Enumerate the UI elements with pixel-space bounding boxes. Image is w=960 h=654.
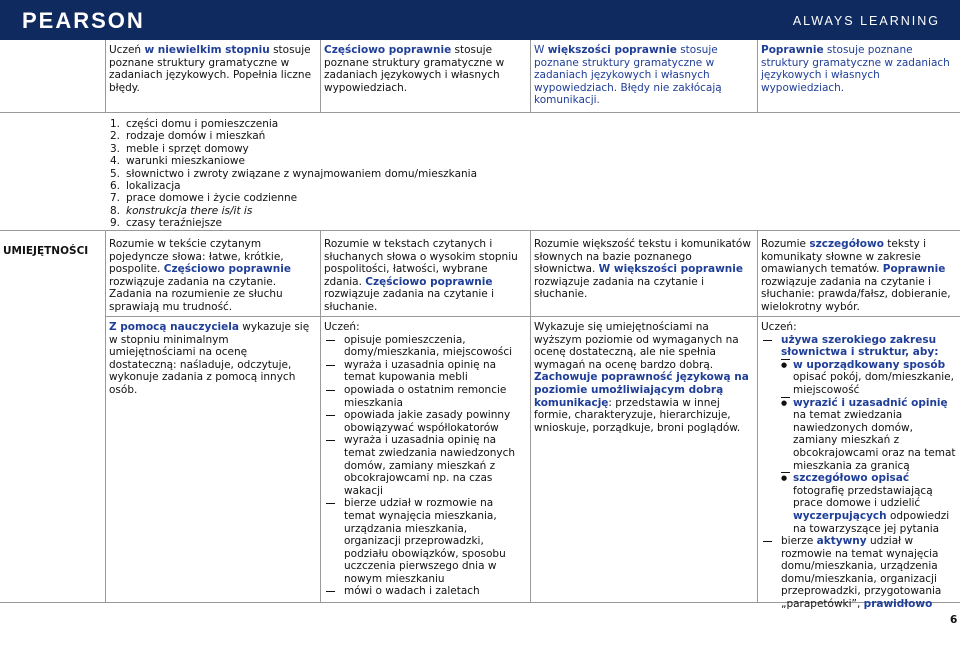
topic-list [110,118,477,230]
sub-list [781,359,956,535]
speaking-list [761,334,956,611]
grid-line [320,40,321,112]
speaking-intro: Uczeń: [324,321,360,333]
grid-line [757,230,758,602]
reading-cell-1: Rozumie w tekście czytanym pojedyncze słowa: łatwe, krótkie, pospolite. Częściowo poprawnie rozwiązuje zadania na czytanie. Zadania na rozumienie ze słuchu sprawiają mu trudność. [109,238,291,313]
level-cell-3: W większości poprawnie stosuje poznane struktury gramatyczne w zadaniach językowych i własnych wypowiedziach. Błędy nie zakłócają komunikacji. [534,44,722,107]
level-cell-1: Uczeń w niewielkim stopniu stosuje poznane struktury gramatyczne w zadaniach językowych. Popełnia liczne błędy. [109,44,312,94]
grid-line [320,230,321,602]
level-cell-2: Częściowo poprawnie stosuje poznane struktury gramatyczne w zadaniach językowych i własnych wypowiedziach. [324,44,505,94]
list-item: opowiada jakie zasady powinny obowiązywać współlokatorów [324,409,527,434]
reading-cell-3: Rozumie większość tekstu i komunikatów słownych na bazie poznanego słownictwa. W większości poprawnie rozwiązuje zadania na czytanie i słuchanie. [534,238,751,301]
list-item: wyraża i uzasadnia opinię na temat kupowania mebli [324,359,527,384]
grid-line [757,40,758,112]
grid-line [530,230,531,602]
list-item: bierze aktywny udział w rozmowie na temat wynajęcia domu/mieszkania, urządzenia domu/mieszkania, organizacji przeprowadzki, przygotowania „parapetówki”, prawidłowo [761,535,956,611]
topic-item: 8. konstrukcja there is/it is [110,204,253,217]
speaking-cell-3: Wykazuje się umiejętnościami na wyższym poziomie od wymaganych na ocenę dostateczną, ale nie spełnia wymagań na ocenę bardzo dobrą. Zachowuje poprawność językową na poziomie umożliwiającym dobrą komunikację: przedstawia w innej formie, charakteryzuje, hierarchizuje, wnioskuje, porządkuje, broni poglądów. [534,321,749,434]
topic-item: 4. warunki mieszkaniowe [110,155,245,168]
topic-item: 2. rodzaje domów i mieszkań [110,130,266,143]
speaking-cell-4 [761,321,956,611]
grid-line [105,230,106,602]
list-item: opisuje pomieszczenia, domy/mieszkania, miejscowości [324,334,527,359]
grid-line [530,40,531,112]
topic-item: 7. prace domowe i życie codzienne [110,192,298,205]
speaking-intro: Uczeń: [761,321,797,333]
header-bar [0,0,960,40]
list-item: bierze udział w rozmowie na temat wynajęcia mieszkania, urządzania mieszkania, organizacji przeprowadzki, podziału obowiązków, sposobu uczczenia pierwszego dnia w nowym mieszkaniu [324,497,527,585]
tagline: ALWAYS LEARNING [792,14,940,28]
sub-item: ● w uporządkowany sposób opisać pokój, dom/mieszkanie, miejscowość [781,359,956,397]
list-item: mówi o wadach i zaletach [324,585,527,598]
topic-item: 5. słownictwo i zwroty związane z wynajmowaniem domu/mieszkania [110,167,478,180]
topic-item: 3. meble i sprzęt domowy [110,142,249,155]
level-cell-4: Poprawnie stosuje poznane struktury gramatyczne w zadaniach językowych i własnych wypowiedziach. [761,44,950,94]
sub-item: ● szczegółowo opisać fotografię przedstawiającą prace domowe i udzielić wyczerpujących odpowiedzi na towarzyszące jej pytania [781,472,956,535]
list-item: opowiada o ostatnim remoncie mieszkania [324,384,527,409]
speaking-cell-2 [324,321,527,598]
grid-line [0,230,960,231]
speaking-cell-1: Z pomocą nauczyciela wykazuje się w stopniu minimalnym umiejętnościami na ocenę dostateczną: naśladuje, odczytuje, wykonuje zadania z pomocą innych osób. [109,321,310,396]
grid-line [0,112,960,113]
sub-item: ● wyrazić i uzasadnić opinię na temat zwiedzania nawiedzonych domów, zamiany mieszkań z obcokrajowcami oraz na temat mieszkania za granicą [781,397,956,473]
speaking-list [324,334,527,598]
topic-item: 1. części domu i pomieszczenia [110,118,279,130]
list-item: używa szerokiego zakresu słownictwa i struktur, aby: ● w uporządkowany sposób opisać pokój, dom/mieszkanie, miejscowość ● wyrazić i uzasadnić opinię na temat zwiedzania nawiedzonych domów, zamiany mieszkań z obcokrajowcami oraz na temat mieszkania za granicą ● szczegółowo opisać fotografię przedstawiającą prace domowe i udzielić wyczerpujących odpowiedzi na towarzyszące jej pytania [761,334,956,536]
page-number: 6 [950,614,958,626]
topic-item: 6. lokalizacja [110,180,181,193]
topic-item: 9. czasy teraźniejsze [110,217,222,230]
reading-cell-2: Rozumie w tekstach czytanych i słuchanych słowa o wysokim stopniu pospolitości, łatwości, wybrane zdania. Częściowo poprawnie rozwiązuje zadania na czytanie i słuchanie. [324,238,518,313]
grid-line [105,40,106,112]
skills-label: UMIEJĘTNOŚCI [3,245,89,257]
list-item: wyraża i uzasadnia opinię na temat zwiedzania nawiedzonych domów, zamiany mieszkań z obcokrajowcami np. na czas wakacji [324,434,527,497]
pearson-logo: PEARSON [22,8,145,33]
reading-cell-4: Rozumie szczegółowo teksty i komunikaty słowne w zakresie omawianych tematów. Poprawnie rozwiązuje zadania na czytanie i słuchanie: prawda/fałsz, dobieranie, wielokrotny wybór. [761,238,951,313]
grid-line [105,316,960,317]
